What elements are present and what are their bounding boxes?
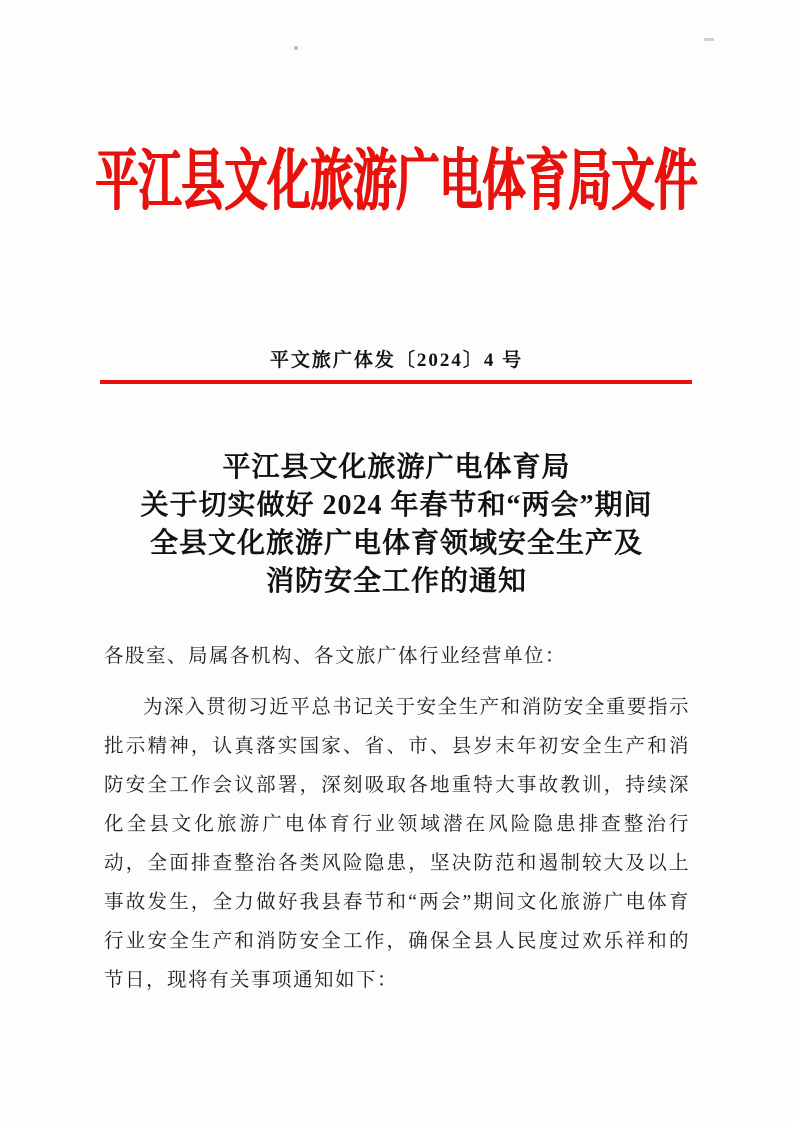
document-title-line-1: 平江县文化旅游广电体育局	[222, 452, 571, 483]
document-title-line-4: 消防安全工作的通知	[265, 566, 527, 597]
document-number: 平文旅广体发〔2024〕4 号	[269, 350, 524, 371]
scan-speck-dash	[704, 38, 714, 41]
letterhead-title-text: 平江县文化旅游广电体育局文件	[95, 146, 698, 220]
letterhead-title	[0, 146, 793, 220]
red-divider-rule	[100, 380, 692, 384]
document-title-line-3: 全县文化旅游广电体育领域安全生产及	[149, 528, 643, 559]
document-title	[50, 449, 743, 601]
scan-speck-dot	[294, 46, 298, 50]
document-title-line-2: 关于切实做好 2024 年春节和“两会”期间	[140, 490, 653, 521]
document-body	[104, 637, 690, 1000]
salutation-line: 各股室、局属各机构、各文旅广体行业经营单位：	[104, 646, 567, 667]
body-paragraph: 为深入贯彻习近平总书记关于安全生产和消防安全重要指示批示精神，认真落实国家、省、市、县岁末年初安全生产和消防安全工作会议部署，深刻吸取各地重特大事故教训，持续深化全县文化旅游广电体育行业领域潜在风险隐患排查整治行动，全面排查整治各类风险隐患，坚决防范和遏制较大及以上事故发生，全力做好我县春节和“两会”期间文化旅游广电体育行业安全生产和消防安全工作，确保全县人民度过欢乐祥和的节日，现将有关事项通知如下：	[104, 697, 690, 991]
